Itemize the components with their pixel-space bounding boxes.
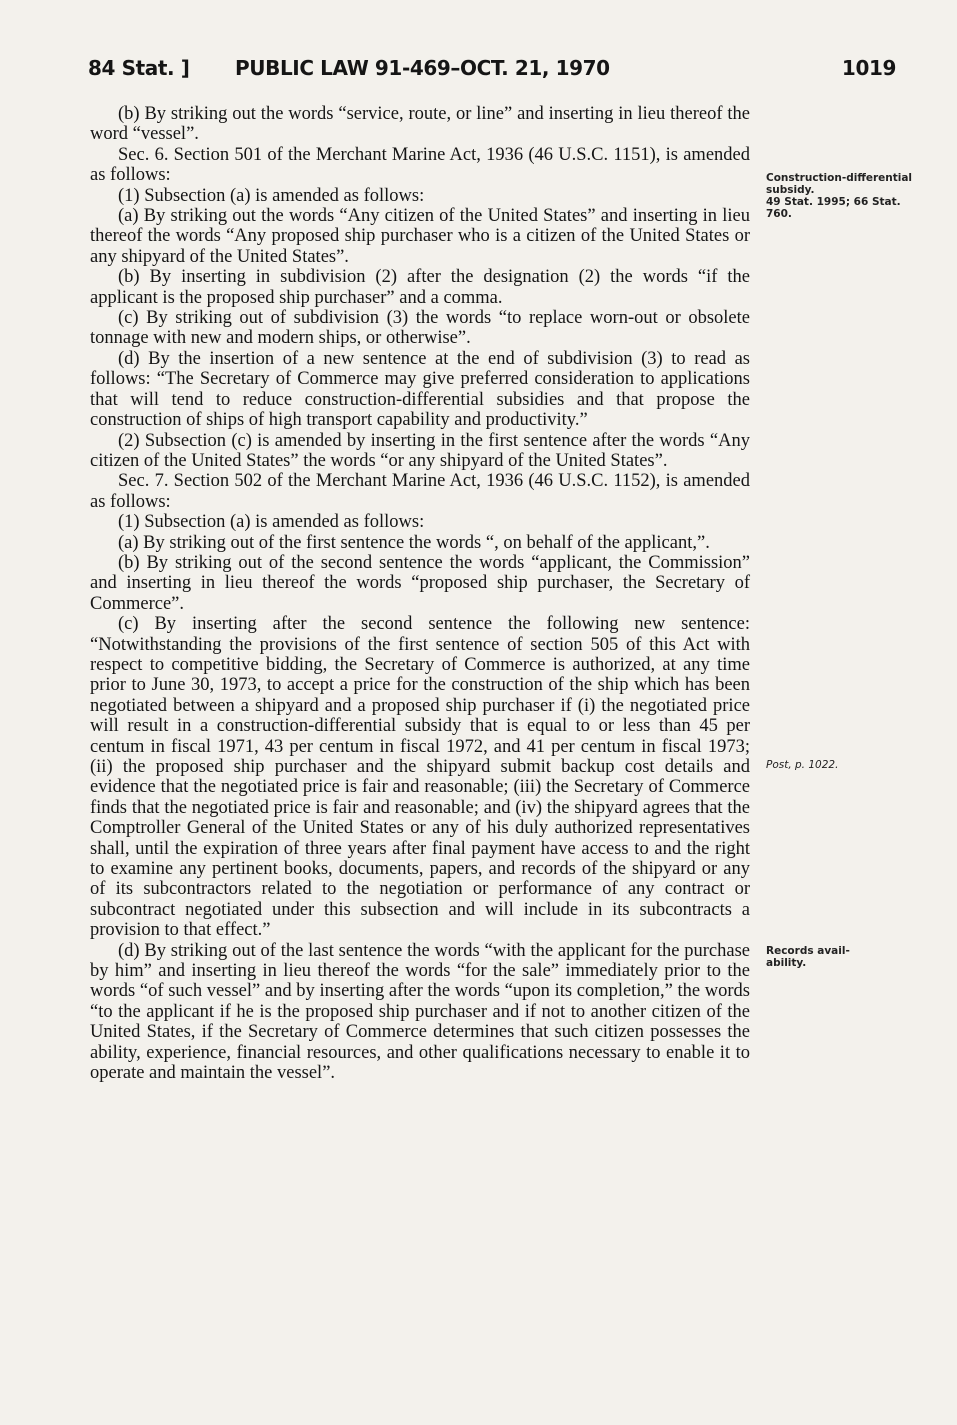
body-text bbox=[90, 104, 750, 1084]
paragraph: (b) By striking out of the second sentence the words “applicant, the Commission” and inserting in lieu thereof the words “proposed ship purchaser, the Secretary of Commerce”. bbox=[90, 552, 750, 614]
section-heading-paragraph: Sec. 7. Section 502 of the Merchant Marine Act, 1936 (46 U.S.C. 1152), is amended as follows: bbox=[90, 471, 750, 512]
paragraph: (a) By striking out of the first sentence the words “, on behalf of the applicant,”. bbox=[118, 532, 710, 553]
page-number: 1019 bbox=[841, 56, 896, 80]
margin-note-records-availability: Records avail-ability. bbox=[766, 945, 850, 969]
paragraph: (a) By striking out the words “Any citizen of the United States” and inserting in lieu thereof the words “Any proposed ship purchaser who is a citizen of the United States or any shipyard of the United States”. bbox=[90, 206, 750, 267]
paragraph: (1) Subsection (a) is amended as follows: bbox=[118, 512, 425, 533]
section-heading-paragraph: Sec. 6. Section 501 of the Merchant Marine Act, 1936 (46 U.S.C. 1151), is amended as follows: bbox=[90, 144, 750, 186]
paragraph: (d) By the insertion of a new sentence at the end of subdivision (3) to read as follows: “The Secretary of Commerce may give preferred consideration to applications that will tend to reduce construction-differential subsidies and that propose the construction of ships of high transport capability and productivity.” bbox=[90, 348, 750, 431]
margin-note-title: Construction-differential subsidy. bbox=[766, 172, 913, 196]
header-title: PUBLIC LAW 91-469–OCT. 21, 1970 bbox=[235, 56, 610, 80]
paragraph: (1) Subsection (a) is amended as follows: bbox=[118, 185, 425, 206]
header-stat-ref: 84 Stat. ] bbox=[88, 56, 190, 80]
paragraph: (b) By inserting in subdivision (2) after the designation (2) the words “if the applicant is the proposed ship purchaser” and a comma. bbox=[90, 267, 750, 308]
paragraph: (c) By inserting after the second sentence the following new sentence: “Notwithstanding the provisions of the first sentence of section 505 of this Act with respect to competitive bidding, the Secretary of Commerce is authorized, at any time prior to June 30, 1973, to accept a price for the construction of the ship which has been negotiated between a shipyard and a proposed ship purchaser if (i) the negotiated price will result in a construction-differential subsidy that is equal to or less than 45 per centum in fiscal 1971, 43 per centum in fiscal 1972, and 41 per centum in fiscal 1973; (ii) the proposed ship purchaser and the shipyard submit backup cost details and evidence that the negotiated price is fair and reasonable; (iii) the Secretary of Commerce finds that the negotiated price is fair and reasonable; and (iv) the shipyard agrees that the Comptroller General of the United States or any of his duly authorized representatives shall, until the expiration of three years after final payment have access to and the right to examine any pertinent books, documents, papers, and records of the shipyard or any of its subcontractors related to the negotiation or performance of any contract or subcontract negotiated under this subsection and will include in its subcontracts a provision to that effect.” bbox=[90, 614, 750, 941]
margin-note-post-ref: Post, p. 1022. bbox=[766, 759, 839, 771]
margin-note-construction-subsidy bbox=[766, 172, 916, 220]
paragraph: (d) By striking out of the last sentence the words “with the applicant for the purchase by him” and inserting in lieu thereof the words “for the sale” immediately prior to the words “of such vessel” and by inserting after the words “upon its completion,” the words “to the applicant if he is the proposed ship purchaser and if not to another citizen of the United States, if the Secretary of Commerce determines that such citizen possesses the ability, experience, financial resources, and other qualifications necessary to enable it to operate and maintain the vessel”. bbox=[90, 940, 750, 1084]
paragraph: (b) By striking out the words “service, route, or line” and inserting in lieu thereof the word “vessel”. bbox=[90, 104, 750, 145]
paragraph: (c) By striking out of subdivision (3) the words “to replace worn-out or obsolete tonnage with new and modern ships, or otherwise”. bbox=[90, 308, 750, 349]
paragraph: (2) Subsection (c) is amended by inserting in the first sentence after the words “Any citizen of the United States” the words “or any shipyard of the United States”. bbox=[90, 430, 750, 471]
page-header bbox=[88, 56, 896, 86]
margin-note-refs: 49 Stat. 1995; 66 Stat. 760. bbox=[766, 196, 901, 220]
